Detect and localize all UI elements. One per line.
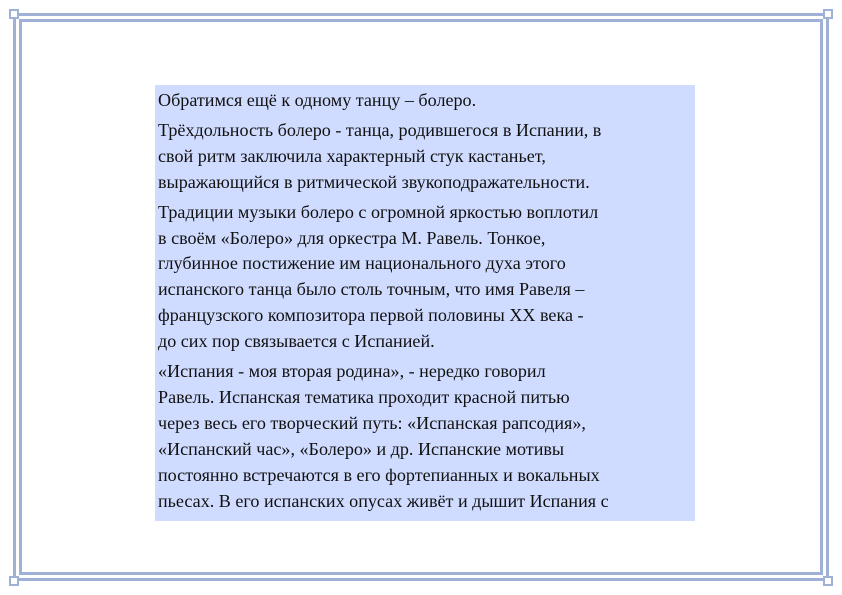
paragraph-intro	[158, 88, 695, 114]
paragraph-ravel-bolero	[158, 200, 695, 355]
text-line: постоянно встречаются в его фортепианных и вокальных	[158, 464, 600, 485]
text-line: в своём «Болеро» для оркестра М. Равель. Тонкое,	[158, 227, 546, 248]
text-line: выражающийся в ритмической звукоподражательности.	[158, 171, 590, 192]
text-line: Традиции музыки болеро с огромной яркостью воплотил	[158, 201, 599, 222]
text-line: «Испания - моя вторая родина», - нередко говорил	[158, 361, 546, 382]
text-line: пьесах. В его испанских опусах живёт и дышит Испания с	[158, 490, 609, 511]
frame-corner-top-left	[9, 9, 19, 19]
text-line: французского композитора первой половины XX века -	[158, 305, 584, 326]
text-line: до сих пор связывается с Испанией.	[158, 331, 435, 352]
text-line: через весь его творческий путь: «Испанская рапсодия»,	[158, 412, 586, 433]
text-line: «Испанский час», «Болеро» и др. Испанские мотивы	[158, 438, 565, 459]
frame-corner-top-right	[823, 9, 833, 19]
text-line: глубинное постижение им национального духа этого	[158, 253, 566, 274]
text-line: Обратимся ещё к одному танцу – болеро.	[158, 90, 477, 110]
frame-corner-bottom-left	[9, 576, 19, 586]
paragraph-triple-meter	[158, 118, 695, 196]
text-line: свой ритм заключила характерный стук кастаньет,	[158, 145, 546, 166]
text-line: испанского танца было столь точным, что имя Равеля –	[158, 279, 585, 300]
frame-corner-bottom-right	[823, 576, 833, 586]
paragraph-spain-homeland	[158, 359, 695, 514]
text-box	[155, 85, 695, 521]
text-line: Равель. Испанская тематика проходит красной питью	[158, 386, 570, 407]
text-line: Трёхдольность болеро - танца, родившегося в Испании, в	[158, 119, 602, 140]
